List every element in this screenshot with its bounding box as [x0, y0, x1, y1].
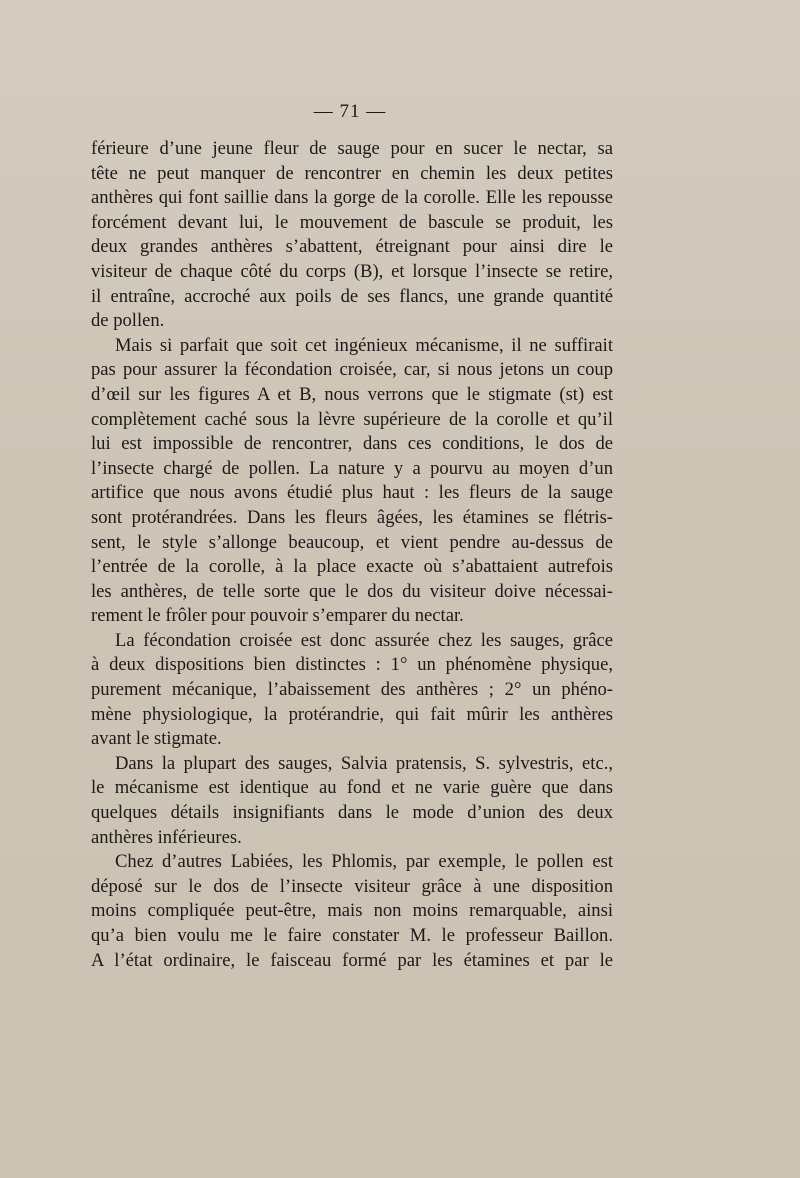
text-line: sont protérandrées. Dans les fleurs âgées, les étamines se flétris- [91, 506, 613, 528]
text-line: purement mécanique, l’abaissement des anthères ; 2° un phéno- [91, 679, 613, 701]
text-line: tête ne peut manquer de rencontrer en chemin les deux petites [91, 162, 613, 184]
text-line: l’entrée de la corolle, à la place exacte où s’abattaient autrefois [91, 556, 613, 578]
text-line: moins compliquée peut-être, mais non moins remarquable, ainsi [91, 900, 613, 922]
text-line: mène physiologique, la protérandrie, qui fait mûrir les anthères [91, 703, 613, 725]
text-line: artifice que nous avons étudié plus haut : les fleurs de la sauge [91, 482, 613, 504]
text-line: deux grandes anthères s’abattent, étreignant pour ainsi dire le [91, 236, 613, 258]
text-line: les anthères, de telle sorte que le dos du visiteur doive nécessai- [91, 580, 613, 602]
text-line: complètement caché sous la lèvre supérieure de la corolle et qu’il [91, 408, 613, 430]
text-line: Dans la plupart des sauges, Salvia pratensis, S. sylvestris, etc., [115, 752, 613, 774]
text-line: rement le frôler pour pouvoir s’emparer du nectar. [91, 605, 464, 627]
text-line: Mais si parfait que soit cet ingénieux mécanisme, il ne suffirait [115, 334, 613, 356]
text-line: quelques détails insignifiants dans le mode d’union des deux [91, 802, 613, 824]
page-number: — 71 — [313, 101, 387, 122]
text-line: forcément devant lui, le mouvement de bascule se produit, les [91, 211, 613, 233]
text-line: il entraîne, accroché aux poils de ses flancs, une grande quantité [91, 285, 613, 307]
text-line: La fécondation croisée est donc assurée chez les sauges, grâce [115, 629, 613, 651]
text-line: anthères inférieures. [91, 826, 242, 848]
text-line: A l’état ordinaire, le faisceau formé par les étamines et par le [91, 949, 613, 971]
text-line: anthères qui font saillie dans la gorge de la corolle. Elle les repousse [91, 187, 613, 209]
text-line: l’insecte chargé de pollen. La nature y a pourvu au moyen d’un [91, 457, 613, 479]
text-line: lui est impossible de rencontrer, dans ces conditions, le dos de [91, 433, 613, 455]
text-line: de pollen. [91, 310, 165, 332]
body-text [91, 137, 613, 973]
text-line: d’œil sur les figures A et B, nous verrons que le stigmate (st) est [91, 383, 613, 405]
text-line: le mécanisme est identique au fond et ne varie guère que dans [91, 777, 613, 799]
text-line: avant le stigmate. [91, 728, 222, 750]
text-line: à deux dispositions bien distinctes : 1° un phénomène physique, [91, 654, 613, 676]
text-line: sent, le style s’allonge beaucoup, et vient pendre au-dessus de [91, 531, 613, 553]
text-line: déposé sur le dos de l’insecte visiteur grâce à une disposition [91, 875, 613, 897]
text-line: Chez d’autres Labiées, les Phlomis, par exemple, le pollen est [115, 851, 613, 873]
text-line: férieure d’une jeune fleur de sauge pour en sucer le nectar, sa [91, 138, 613, 159]
text-line: qu’a bien voulu me le faire constater M. le professeur Baillon. [91, 925, 613, 946]
text-line: pas pour assurer la fécondation croisée, car, si nous jetons un coup [91, 359, 613, 381]
text-line: visiteur de chaque côté du corps (B), et lorsque l’insecte se retire, [91, 260, 613, 282]
